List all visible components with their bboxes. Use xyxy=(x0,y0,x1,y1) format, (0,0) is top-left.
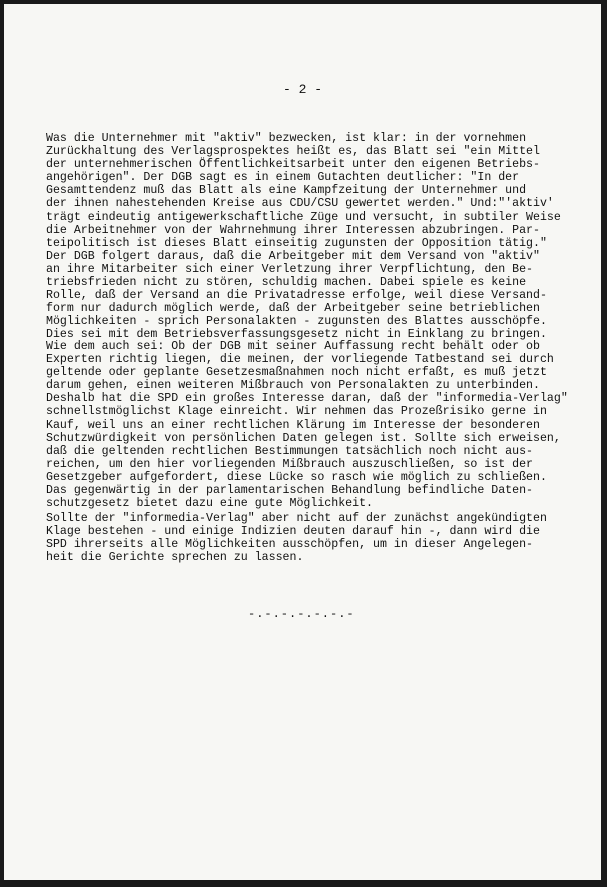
text-line: triebsfrieden nicht zu stören, schuldig machen. Dabei spiele es keine xyxy=(46,276,527,290)
text-line: schnellstmöglichst Klage einreicht. Wir nehmen das Prozeßrisiko gerne in xyxy=(46,405,547,419)
text-line: Der DGB folgert daraus, daß die Arbeitgeber mit dem Versand von "aktiv" xyxy=(46,249,540,263)
page-number: - 2 - xyxy=(282,82,322,97)
paragraph-3 xyxy=(46,512,576,564)
text-line: schutzgesetz bietet dazu eine gute Möglichkeit. xyxy=(46,497,373,511)
text-line: Was die Unternehmer mit "aktiv" bezwecken, ist klar: in der vornehmen xyxy=(46,132,527,145)
text-line: heit die Gerichte sprechen zu lassen. xyxy=(46,551,304,565)
text-line: die Arbeitnehmer von der Wahrnehmung ihrer Interessen abzubringen. Par- xyxy=(46,223,540,237)
text-line: reichen, um den hier vorliegenden Mißbrauch auszuschließen, so ist der xyxy=(46,457,534,471)
text-line: Das gegenwärtig in der parlamentarischen Behandlung befindliche Daten- xyxy=(46,484,534,498)
text-line: Rolle, daß der Versand an die Privatadresse erfolge, weil diese Versand- xyxy=(46,289,547,303)
text-line: Dies sei mit dem Betriebsverfassungsgesetz nicht in Einklang zu bringen. xyxy=(46,328,547,342)
text-line: Schutzwürdigkeit von persönlichen Daten gelegen ist. Sollte sich erweisen, xyxy=(46,431,561,445)
text-line: Kauf, weil uns an einer rechtlichen Klärung im Interesse der besonderen xyxy=(46,418,540,432)
text-line: Gesetzgeber aufgefordert, diese Lücke so rasch wie möglich zu schließen. xyxy=(46,470,547,484)
text-line: Wie dem auch sei: Ob der DGB mit seiner Auffassung recht behält oder ob xyxy=(46,340,540,353)
text-line: form nur dadurch möglich werde, daß der Arbeitgeber seine betrieblichen xyxy=(46,302,540,316)
text-line: Möglichkeiten - sprich Personalakten - zugunsten des Blattes ausschöpfe. xyxy=(46,315,547,329)
text-line: Experten richtig liegen, die meinen, der vorliegende Tatbestand sei durch xyxy=(46,353,554,367)
text-line: trägt eindeutig antigewerkschaftliche Züge und versucht, in subtiler Weise xyxy=(46,210,561,224)
text-line: Gesamttendenz muß das Blatt als eine Kampfzeitung der Unternehmer und xyxy=(46,184,527,198)
paragraph-1 xyxy=(46,132,576,342)
paragraph-2 xyxy=(46,340,576,510)
text-line: geltende oder geplante Gesetzesmaßnahmen noch nicht erfaßt, es muß jetzt xyxy=(46,366,547,380)
text-line: Zurückhaltung des Verlagsprospektes heißt es, das Blatt sei "ein Mittel xyxy=(46,145,540,159)
document-page xyxy=(4,4,601,880)
text-line: daß die geltenden rechtlichen Bestimmungen tatsächlich noch nicht aus- xyxy=(46,444,534,458)
text-line: darum gehen, einen weiteren Mißbrauch von Personalakten zu unterbinden. xyxy=(46,379,540,393)
text-line: der unternehmerischen Öffentlichkeitsarbeit unter den eigenen Betriebs- xyxy=(46,158,540,172)
text-line: Sollte der "informedia-Verlag" aber nicht auf der zunächst angekündigten xyxy=(46,512,547,525)
text-line: an ihre Mitarbeiter sich einer Verletzung ihrer Verpflichtung, den Be- xyxy=(46,262,534,276)
text-line: angehörigen". Der DGB sagt es in einem Gutachten deutlicher: "In der xyxy=(46,171,520,185)
text-line: SPD ihrerseits alle Möglichkeiten ausschöpfen, um in dieser Angelegen- xyxy=(46,538,534,552)
text-line: Klage bestehen - und einige Indizien deuten darauf hin -, dann wird die xyxy=(46,525,540,539)
text-line: der ihnen nahestehenden Kreise aus CDU/CSU gewertet werden." Und:"'aktiv' xyxy=(46,197,554,211)
text-line: Deshalb hat die SPD ein großes Interesse daran, daß der "informedia-Verlag" xyxy=(46,392,568,406)
end-mark: -.-.-.-.-.-.- xyxy=(248,607,355,621)
text-line: teipolitisch ist dieses Blatt einseitig zugunsten der Opposition tätig." xyxy=(46,236,547,250)
